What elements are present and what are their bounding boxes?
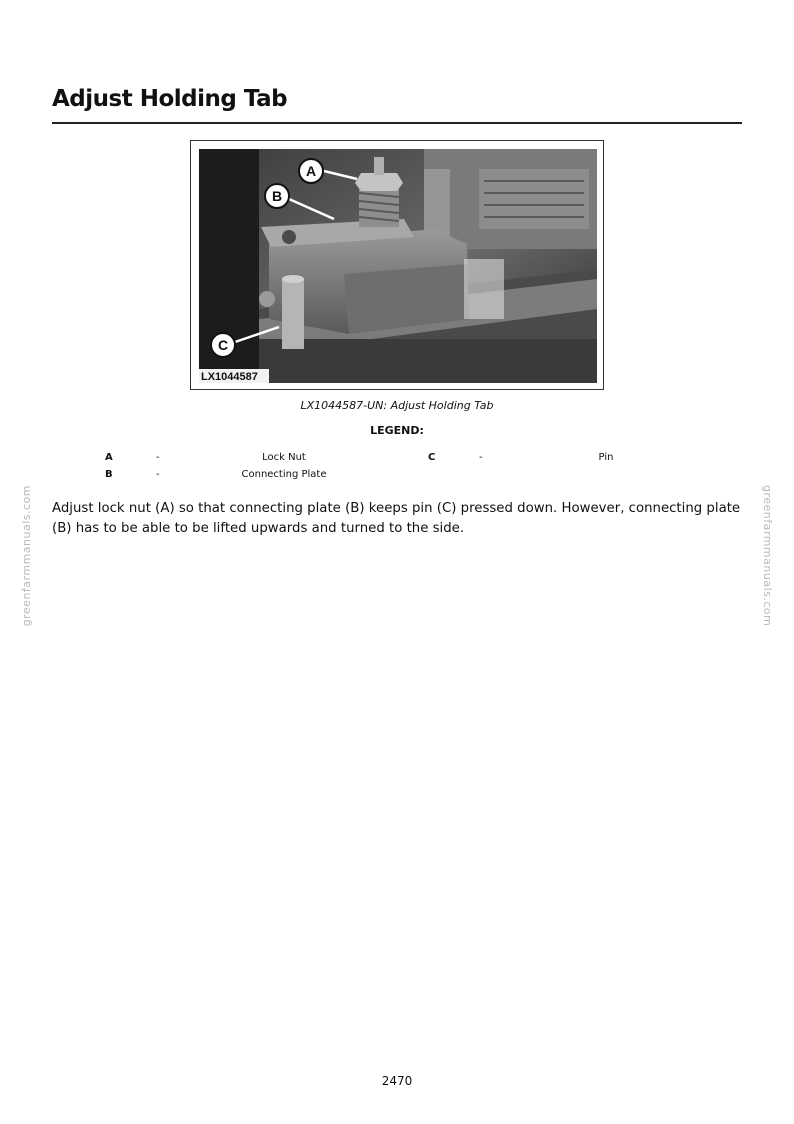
legend-separator: - [156, 452, 160, 463]
instruction-paragraph: Adjust lock nut (A) so that connecting plate (B) keeps pin (C) pressed down. However, connecting plate (B) has to be able to be lifted upwards and turned to the side. [52, 501, 741, 536]
legend-separator: - [479, 452, 483, 463]
legend-letter: C [428, 452, 436, 463]
figure-caption: LX1044587-UN: Adjust Holding Tab [300, 399, 494, 412]
machine-photo [199, 149, 597, 383]
legend-text: Connecting Plate [241, 469, 327, 480]
svg-text:B: B [271, 188, 283, 204]
svg-text:C: C [217, 337, 229, 353]
legend-letter: B [105, 469, 113, 480]
watermark-right: greenfarmmanuals.com [761, 485, 774, 627]
legend-letter: A [105, 452, 113, 463]
legend-title: LEGEND: [370, 424, 424, 437]
page-title: Adjust Holding Tab [52, 86, 288, 112]
legend-text: Pin [598, 452, 614, 463]
legend-text: Lock Nut [262, 452, 306, 463]
image-label: LX1044587 [201, 371, 258, 383]
page-number: 2470 [381, 1074, 413, 1088]
lock-nut [355, 173, 403, 191]
figure-frame [190, 140, 604, 390]
title-divider [52, 122, 742, 124]
spring [359, 187, 399, 227]
legend-separator: - [156, 469, 160, 480]
watermark-left: greenfarmmanuals.com [20, 485, 33, 627]
warning-label [464, 259, 504, 319]
svg-text:A: A [305, 163, 317, 179]
pin [282, 279, 304, 349]
